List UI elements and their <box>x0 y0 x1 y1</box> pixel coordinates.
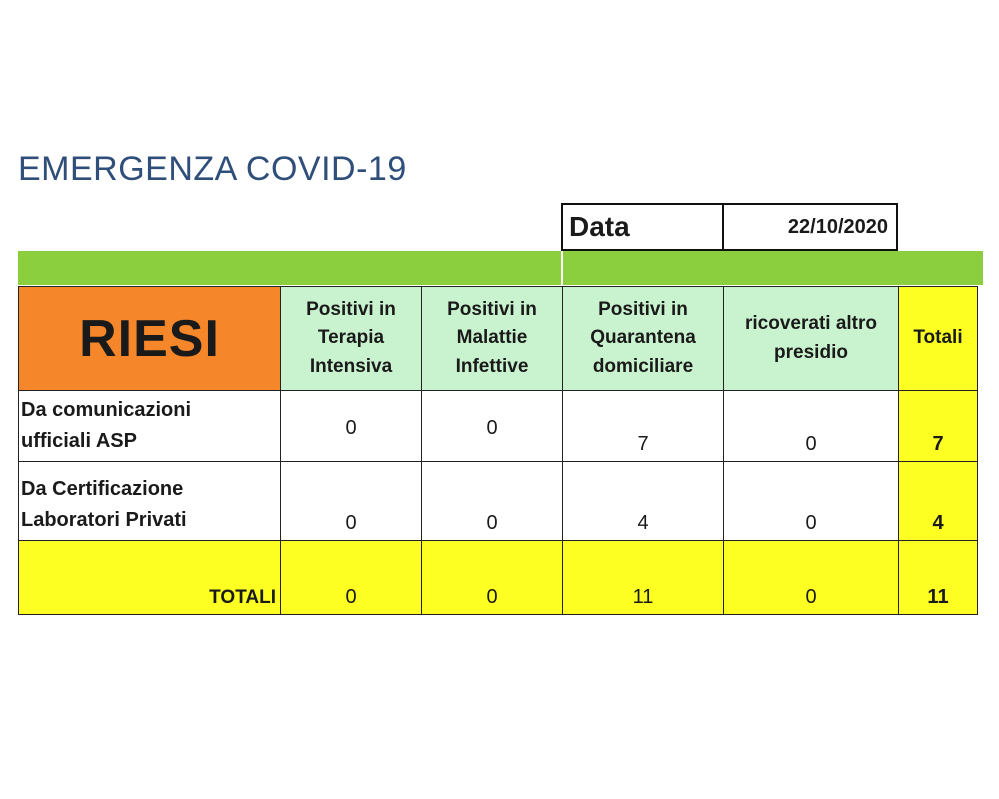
totals-cell: 0 <box>280 540 422 615</box>
green-header-bar-left <box>18 251 561 285</box>
totals-cell: 11 <box>562 540 724 615</box>
header-terapia-intensiva: Positivi in Terapia Intensiva <box>280 286 422 391</box>
table-cell: 0 <box>421 461 563 541</box>
totals-cell: 0 <box>723 540 899 615</box>
table-cell: 0 <box>280 461 422 541</box>
place-name: RIESI <box>18 286 281 391</box>
table-cell: 0 <box>723 390 899 462</box>
table-cell: 0 <box>723 461 899 541</box>
date-label-box <box>561 203 724 251</box>
date-value-box <box>722 203 898 251</box>
header-malattie-infettive: Positivi in Malattie Infettive <box>421 286 563 391</box>
green-header-bar-right <box>563 251 983 285</box>
grand-total-cell: 11 <box>898 540 978 615</box>
header-totali: Totali <box>898 286 978 391</box>
date-label: Data <box>569 211 630 242</box>
table-cell: 7 <box>562 390 724 462</box>
header-quarantena-domiciliare: Positivi in Quarantena domiciliare <box>562 286 724 391</box>
row-total-cell: 4 <box>898 461 978 541</box>
header-ricoverati-altro-presidio: ricoverati altro presidio <box>723 286 899 391</box>
table-cell: 4 <box>562 461 724 541</box>
row-total-cell: 7 <box>898 390 978 462</box>
totals-label: TOTALI <box>18 540 281 615</box>
page-title: EMERGENZA COVID-19 <box>18 150 407 188</box>
totals-cell: 0 <box>421 540 563 615</box>
table-cell: 0 <box>421 390 563 462</box>
table-row-label: Da Certificazione Laboratori Privati <box>18 461 281 541</box>
table-row-label: Da comunicazioni ufficiali ASP <box>18 390 281 462</box>
table-cell: 0 <box>280 390 422 462</box>
date-value: 22/10/2020 <box>787 215 888 238</box>
